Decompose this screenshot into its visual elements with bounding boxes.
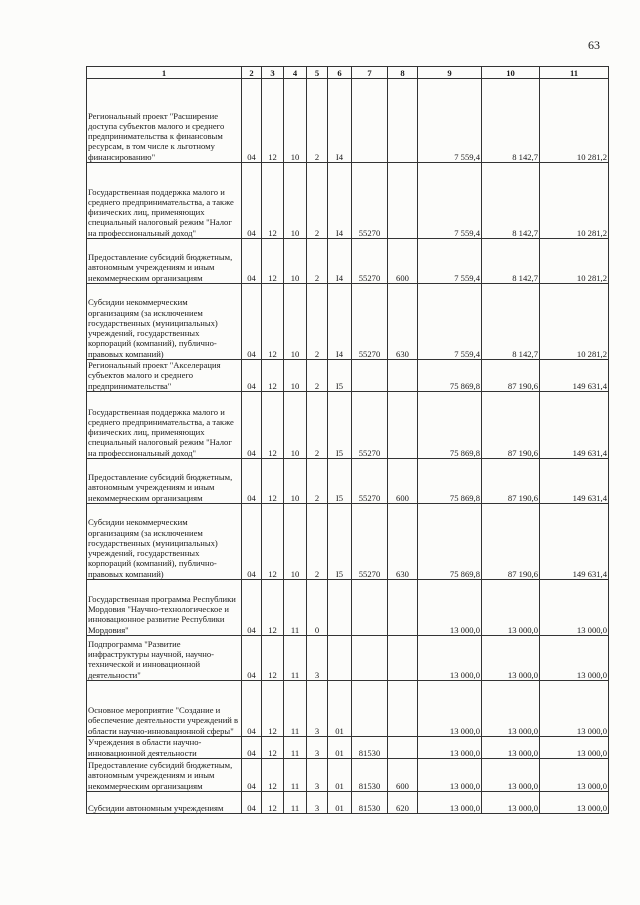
value-cell: 04 (242, 580, 262, 636)
value-cell: 2 (307, 392, 328, 459)
value-cell: 04 (242, 79, 262, 163)
value-cell: 10 281,2 (540, 163, 609, 239)
value-cell: 10 (284, 239, 307, 284)
row-name-cell: Предоставление субсидий бюджетным, автономным учреждениям и иным некоммерческим организациям (87, 459, 242, 504)
value-cell: 2 (307, 239, 328, 284)
value-cell: 600 (388, 759, 418, 792)
value-cell: I5 (328, 459, 352, 504)
value-cell (328, 636, 352, 681)
value-cell: 12 (262, 737, 284, 759)
column-header: 3 (262, 67, 284, 79)
value-cell: 04 (242, 392, 262, 459)
value-cell: 2 (307, 360, 328, 392)
value-cell: 11 (284, 759, 307, 792)
value-cell: 10 281,2 (540, 284, 609, 360)
value-cell: 13 000,0 (540, 636, 609, 681)
value-cell: 13 000,0 (540, 759, 609, 792)
value-cell: I5 (328, 504, 352, 580)
value-cell (388, 681, 418, 737)
value-cell: 04 (242, 459, 262, 504)
value-cell: 13 000,0 (482, 792, 540, 814)
value-cell: 11 (284, 636, 307, 681)
value-cell: 10 (284, 459, 307, 504)
value-cell: 04 (242, 360, 262, 392)
value-cell: 8 142,7 (482, 79, 540, 163)
table-row (87, 636, 609, 681)
value-cell: 13 000,0 (482, 580, 540, 636)
value-cell: 13 000,0 (418, 580, 482, 636)
value-cell: 620 (388, 792, 418, 814)
value-cell: 81530 (352, 737, 388, 759)
row-name-cell: Основное мероприятие "Создание и обеспечение деятельности учреждений в области научно-инновационной сферы" (87, 681, 242, 737)
value-cell: 87 190,6 (482, 459, 540, 504)
value-cell: 12 (262, 459, 284, 504)
value-cell: I4 (328, 163, 352, 239)
column-header: 5 (307, 67, 328, 79)
value-cell (388, 636, 418, 681)
column-header: 6 (328, 67, 352, 79)
value-cell: 13 000,0 (482, 759, 540, 792)
value-cell: 2 (307, 459, 328, 504)
value-cell: 13 000,0 (482, 681, 540, 737)
value-cell: 149 631,4 (540, 392, 609, 459)
value-cell: 13 000,0 (418, 737, 482, 759)
value-cell: 10 (284, 504, 307, 580)
value-cell: 12 (262, 759, 284, 792)
value-cell: 3 (307, 792, 328, 814)
value-cell: 01 (328, 681, 352, 737)
value-cell (328, 580, 352, 636)
row-name-cell: Подпрограмма "Развитие инфраструктуры научной, научно-технической и инновационной деятельности" (87, 636, 242, 681)
value-cell: 13 000,0 (540, 792, 609, 814)
table-row (87, 163, 609, 239)
value-cell: 75 869,8 (418, 459, 482, 504)
column-header: 11 (540, 67, 609, 79)
value-cell: I5 (328, 392, 352, 459)
value-cell (388, 79, 418, 163)
value-cell: 12 (262, 504, 284, 580)
value-cell (352, 79, 388, 163)
value-cell: 12 (262, 580, 284, 636)
value-cell: 55270 (352, 392, 388, 459)
column-header: 7 (352, 67, 388, 79)
value-cell: 13 000,0 (482, 737, 540, 759)
value-cell: I4 (328, 79, 352, 163)
header-row (87, 67, 609, 79)
value-cell: 11 (284, 737, 307, 759)
value-cell: 630 (388, 504, 418, 580)
budget-table (86, 66, 609, 814)
column-header: 9 (418, 67, 482, 79)
value-cell: I4 (328, 284, 352, 360)
value-cell: 13 000,0 (418, 681, 482, 737)
value-cell: 3 (307, 681, 328, 737)
value-cell (388, 360, 418, 392)
value-cell (352, 636, 388, 681)
value-cell: 55270 (352, 239, 388, 284)
value-cell: 13 000,0 (482, 636, 540, 681)
value-cell: 10 (284, 392, 307, 459)
row-name-cell: Субсидии некоммерческим организациям (за исключением государственных (муниципальных) учреждений, государственных корпораций (компаний), публично-правовых компаний) (87, 284, 242, 360)
value-cell: 81530 (352, 759, 388, 792)
column-header: 4 (284, 67, 307, 79)
table-row (87, 392, 609, 459)
table-row (87, 284, 609, 360)
value-cell (388, 737, 418, 759)
column-header: 10 (482, 67, 540, 79)
value-cell: 149 631,4 (540, 360, 609, 392)
row-name-cell: Учреждения в области научно-инновационной деятельности (87, 737, 242, 759)
value-cell: 04 (242, 792, 262, 814)
column-header: 8 (388, 67, 418, 79)
value-cell (388, 580, 418, 636)
row-name-cell: Субсидии автономным учреждениям (87, 792, 242, 814)
table-row (87, 681, 609, 737)
table-row (87, 792, 609, 814)
value-cell: 04 (242, 163, 262, 239)
table-row (87, 459, 609, 504)
value-cell: 12 (262, 284, 284, 360)
value-cell (352, 580, 388, 636)
value-cell: 13 000,0 (418, 636, 482, 681)
table-row (87, 737, 609, 759)
value-cell: 55270 (352, 163, 388, 239)
value-cell: 2 (307, 284, 328, 360)
row-name-cell: Государственная поддержка малого и среднего предпринимательства, а также физических лиц, применяющих специальный налоговый режим "Налог на профессиональный доход" (87, 163, 242, 239)
value-cell: 01 (328, 759, 352, 792)
value-cell: 55270 (352, 504, 388, 580)
row-name-cell: Субсидии некоммерческим организациям (за исключением государственных (муниципальных) учреждений, государственных корпораций (компаний), публично-правовых компаний) (87, 504, 242, 580)
value-cell: 10 (284, 79, 307, 163)
value-cell: 3 (307, 636, 328, 681)
value-cell: 81530 (352, 792, 388, 814)
value-cell: 04 (242, 681, 262, 737)
value-cell: 01 (328, 792, 352, 814)
value-cell: 04 (242, 759, 262, 792)
value-cell: 8 142,7 (482, 163, 540, 239)
page-number: 63 (588, 38, 600, 52)
value-cell: I5 (328, 360, 352, 392)
row-name-cell: Государственная поддержка малого и среднего предпринимательства, а также физических лиц, применяющих специальный налоговый режим "Налог на профессиональный доход" (87, 392, 242, 459)
value-cell: 13 000,0 (540, 580, 609, 636)
value-cell: 12 (262, 360, 284, 392)
row-name-cell: Региональный проект "Расширение доступа субъектов малого и среднего предпринимательства к финансовым ресурсам, в том числе к льготному финансированию" (87, 79, 242, 163)
row-name-cell: Предоставление субсидий бюджетным, автономным учреждениям и иным некоммерческим организациям (87, 239, 242, 284)
value-cell: 55270 (352, 284, 388, 360)
value-cell: 13 000,0 (540, 737, 609, 759)
value-cell: 75 869,8 (418, 392, 482, 459)
value-cell: 3 (307, 737, 328, 759)
value-cell (388, 163, 418, 239)
value-cell: 13 000,0 (540, 681, 609, 737)
value-cell: 0 (307, 580, 328, 636)
row-name-cell: Предоставление субсидий бюджетным, автономным учреждениям и иным некоммерческим организациям (87, 759, 242, 792)
value-cell: 2 (307, 79, 328, 163)
table-row (87, 504, 609, 580)
value-cell: 11 (284, 580, 307, 636)
value-cell: 04 (242, 504, 262, 580)
table-row (87, 79, 609, 163)
value-cell: 11 (284, 792, 307, 814)
value-cell: 10 (284, 284, 307, 360)
value-cell: 7 559,4 (418, 163, 482, 239)
value-cell: 600 (388, 459, 418, 504)
value-cell: 12 (262, 239, 284, 284)
value-cell: 12 (262, 636, 284, 681)
value-cell: 87 190,6 (482, 360, 540, 392)
value-cell: 7 559,4 (418, 284, 482, 360)
value-cell: 04 (242, 636, 262, 681)
value-cell: 2 (307, 163, 328, 239)
row-name-cell: Государственная программа Республики Мордовия "Научно-технологическое и инновационное развитие Республики Мордовия" (87, 580, 242, 636)
value-cell: 75 869,8 (418, 360, 482, 392)
value-cell: 8 142,7 (482, 239, 540, 284)
value-cell: 12 (262, 79, 284, 163)
table-row (87, 239, 609, 284)
value-cell: 12 (262, 792, 284, 814)
value-cell: 7 559,4 (418, 239, 482, 284)
value-cell: 04 (242, 284, 262, 360)
value-cell: 12 (262, 392, 284, 459)
value-cell: 630 (388, 284, 418, 360)
value-cell (352, 360, 388, 392)
value-cell: 10 (284, 163, 307, 239)
table-row (87, 759, 609, 792)
value-cell: I4 (328, 239, 352, 284)
table-body (87, 79, 609, 814)
value-cell: 2 (307, 504, 328, 580)
value-cell: 13 000,0 (418, 759, 482, 792)
value-cell: 01 (328, 737, 352, 759)
table-row (87, 580, 609, 636)
value-cell: 87 190,6 (482, 392, 540, 459)
value-cell: 149 631,4 (540, 504, 609, 580)
value-cell: 8 142,7 (482, 284, 540, 360)
row-name-cell: Региональный проект "Акселерация субъектов малого и среднего предпринимательства" (87, 360, 242, 392)
value-cell: 11 (284, 681, 307, 737)
column-header: 2 (242, 67, 262, 79)
column-header: 1 (87, 67, 242, 79)
value-cell: 10 (284, 360, 307, 392)
value-cell: 04 (242, 737, 262, 759)
value-cell: 10 281,2 (540, 239, 609, 284)
value-cell: 75 869,8 (418, 504, 482, 580)
value-cell: 12 (262, 163, 284, 239)
value-cell: 13 000,0 (418, 792, 482, 814)
value-cell: 149 631,4 (540, 459, 609, 504)
value-cell: 12 (262, 681, 284, 737)
value-cell: 7 559,4 (418, 79, 482, 163)
table-row (87, 360, 609, 392)
value-cell: 55270 (352, 459, 388, 504)
value-cell (388, 392, 418, 459)
value-cell (352, 681, 388, 737)
value-cell: 3 (307, 759, 328, 792)
value-cell: 04 (242, 239, 262, 284)
value-cell: 87 190,6 (482, 504, 540, 580)
value-cell: 10 281,2 (540, 79, 609, 163)
value-cell: 600 (388, 239, 418, 284)
